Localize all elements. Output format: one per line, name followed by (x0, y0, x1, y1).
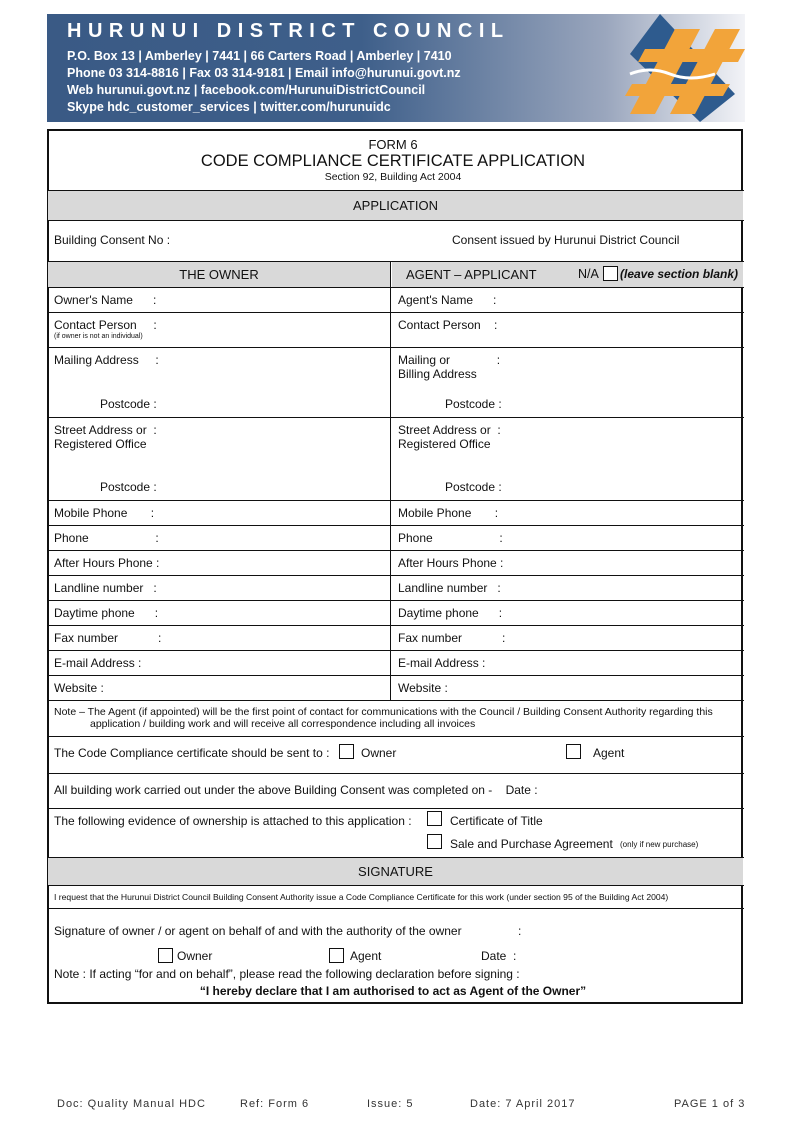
checkbox-certificate-of-title[interactable] (427, 811, 442, 826)
divider (47, 885, 744, 886)
owner-field-input[interactable] (175, 290, 385, 309)
checkbox-sig-owner[interactable] (158, 948, 173, 963)
owner-field-label: Fax number : (54, 631, 162, 645)
owner-postcode-label: Postcode : (100, 480, 157, 494)
checkbox-sale-purchase[interactable] (427, 834, 442, 849)
divider (47, 312, 744, 313)
sent-to-label: The Code Compliance certificate should be sent to : (54, 746, 330, 760)
council-logo-icon (620, 14, 750, 122)
agent-field-input[interactable] (520, 628, 735, 647)
divider (47, 600, 744, 601)
social-line: Skype hdc_customer_services | twitter.com/hurunuidc (67, 100, 391, 114)
owner-field-input[interactable] (175, 578, 385, 597)
sig-owner-label: Owner (177, 949, 213, 963)
footer-ref: Ref: Form 6 (240, 1098, 310, 1110)
form-subtitle: Section 92, Building Act 2004 (324, 171, 462, 183)
declaration: “I hereby declare that I am authorised to act as Agent of the Owner” (199, 984, 587, 998)
sent-owner-label: Owner (361, 746, 397, 760)
checkbox-sent-owner[interactable] (339, 744, 354, 759)
agent-field-label: E-mail Address : (398, 656, 486, 670)
divider (47, 525, 744, 526)
form-number: FORM 6 (368, 137, 418, 152)
owner-field-input[interactable] (175, 678, 385, 697)
signature-band: SIGNATURE (48, 858, 743, 885)
agent-field-input[interactable] (520, 290, 735, 309)
owner-field-input[interactable] (175, 553, 385, 572)
divider (47, 650, 744, 651)
column-divider (390, 261, 391, 700)
owner-field-input[interactable] (175, 528, 385, 547)
agent-field-label: Mailing or : (398, 353, 501, 367)
owner-field-label: Contact Person : (54, 318, 157, 332)
agent-field-input[interactable] (520, 653, 735, 672)
sig-date-label: Date : (481, 949, 517, 963)
footer-issue: Issue: 5 (367, 1098, 414, 1110)
owner-field-label: Street Address or : (54, 423, 157, 437)
owner-postcode-label: Postcode : (100, 397, 157, 411)
divider (47, 500, 744, 501)
agent-field-input[interactable] (520, 528, 735, 547)
divider (47, 736, 744, 737)
agent-field-label: Mobile Phone : (398, 506, 499, 520)
application-band: APPLICATION (48, 191, 743, 220)
owner-field-label: E-mail Address : (54, 656, 142, 670)
agent-field-label: Street Address or : (398, 423, 501, 437)
certificate-title-label: Certificate of Title (450, 814, 543, 828)
leave-blank-label: (leave section blank) (620, 267, 739, 281)
divider (47, 675, 744, 676)
agent-field-label: Fax number : (398, 631, 506, 645)
divider (47, 773, 744, 774)
owner-field-label: Website : (54, 681, 104, 695)
divider (47, 908, 744, 909)
agent-field-label: Agent's Name : (398, 293, 497, 307)
agent-postcode-label: Postcode : (445, 397, 502, 411)
agent-field-input[interactable] (520, 678, 735, 697)
divider (47, 220, 744, 221)
owner-field-input[interactable] (175, 603, 385, 622)
agent-postcode-label: Postcode : (445, 480, 502, 494)
owner-field-label: Landline number : (54, 581, 157, 595)
owner-note: (if owner is not an individual) (54, 333, 143, 340)
owner-field-input[interactable] (175, 350, 385, 414)
agent-field-input[interactable] (520, 350, 735, 414)
owner-field-label: Daytime phone : (54, 606, 159, 620)
divider (47, 700, 744, 701)
divider (47, 808, 744, 809)
owner-field-input[interactable] (175, 420, 385, 497)
agent-field-label: Landline number : (398, 581, 501, 595)
agent-field-label: Website : (398, 681, 448, 695)
agent-field-label: After Hours Phone : (398, 556, 504, 570)
agent-field-input[interactable] (520, 420, 735, 497)
agent-field-label: Phone : (398, 531, 503, 545)
owner-field-input[interactable] (175, 628, 385, 647)
checkbox-sent-agent[interactable] (566, 744, 581, 759)
na-label: N/A (578, 267, 599, 281)
agent-header: AGENT – APPLICANT (392, 262, 743, 287)
footer-doc: Doc: Quality Manual HDC (57, 1098, 206, 1110)
sig-note: Note : If acting “for and on behalf”, please read the following declaration before signing : (54, 967, 520, 981)
signature-colon: : (518, 924, 522, 938)
consent-no-label: Building Consent No : (54, 233, 171, 247)
checkbox-na[interactable] (603, 266, 618, 281)
council-name: HURUNUI DISTRICT COUNCIL (67, 20, 510, 42)
owner-field-label: Owner's Name : (54, 293, 157, 307)
checkbox-sig-agent[interactable] (329, 948, 344, 963)
agent-field-label-2: Billing Address (398, 367, 477, 381)
sig-agent-label: Agent (350, 949, 382, 963)
divider (47, 347, 744, 348)
agent-field-label: Daytime phone : (398, 606, 503, 620)
owner-field-label: Phone : (54, 531, 159, 545)
agent-field-label-2: Registered Office (398, 437, 491, 451)
note-line-2: application / building work and will receive all correspondence including all invoices (90, 718, 476, 730)
sent-agent-label: Agent (593, 746, 625, 760)
owner-field-input[interactable] (175, 503, 385, 522)
agent-field-input[interactable] (520, 578, 735, 597)
evidence-label: The following evidence of ownership is attached to this application : (54, 814, 412, 828)
agent-field-input[interactable] (520, 315, 735, 344)
footer-date: Date: 7 April 2017 (470, 1098, 576, 1110)
contact-line: Phone 03 314-8816 | Fax 03 314-9181 | Email info@hurunui.govt.nz (67, 66, 461, 80)
request-text: I request that the Hurunui District Council Building Consent Authority issue a Code Compliance Certificate for this work (under section 95 of the Building Act 2004) (54, 892, 669, 902)
sale-purchase-note: (only if new purchase) (620, 840, 699, 849)
divider (47, 417, 744, 418)
divider (47, 575, 744, 576)
sale-purchase-label: Sale and Purchase Agreement (450, 837, 613, 851)
address-line: P.O. Box 13 | Amberley | 7441 | 66 Carters Road | Amberley | 7410 (67, 49, 452, 63)
divider (47, 550, 744, 551)
agent-field-input[interactable] (520, 603, 735, 622)
agent-field-label: Contact Person : (398, 318, 498, 332)
signature-field[interactable] (530, 920, 730, 938)
owner-header: THE OWNER (48, 262, 390, 287)
divider (47, 625, 744, 626)
owner-field-label: After Hours Phone : (54, 556, 160, 570)
owner-field-label-2: Registered Office (54, 437, 147, 451)
note-line-1: Note – The Agent (if appointed) will be the first point of contact for communications with the Council / Building Consent Authority regarding this (54, 706, 713, 718)
footer-page: PAGE 1 of 3 (674, 1098, 746, 1110)
completed-label: All building work carried out under the above Building Consent was completed on - Date : (54, 783, 538, 797)
divider (47, 287, 744, 288)
signature-label: Signature of owner / or agent on behalf of and with the authority of the owner (54, 924, 462, 938)
agent-field-input[interactable] (520, 503, 735, 522)
form-title: CODE COMPLIANCE CERTIFICATE APPLICATION (200, 152, 586, 170)
owner-field-input[interactable] (175, 315, 385, 344)
owner-field-label: Mobile Phone : (54, 506, 155, 520)
consent-issued-text: Consent issued by Hurunui District Council (452, 233, 680, 247)
consent-no-field[interactable] (340, 233, 420, 247)
agent-field-input[interactable] (520, 553, 735, 572)
web-line: Web hurunui.govt.nz | facebook.com/HurunuiDistrictCouncil (67, 83, 426, 97)
owner-field-label: Mailing Address : (54, 353, 159, 367)
owner-field-input[interactable] (175, 653, 385, 672)
